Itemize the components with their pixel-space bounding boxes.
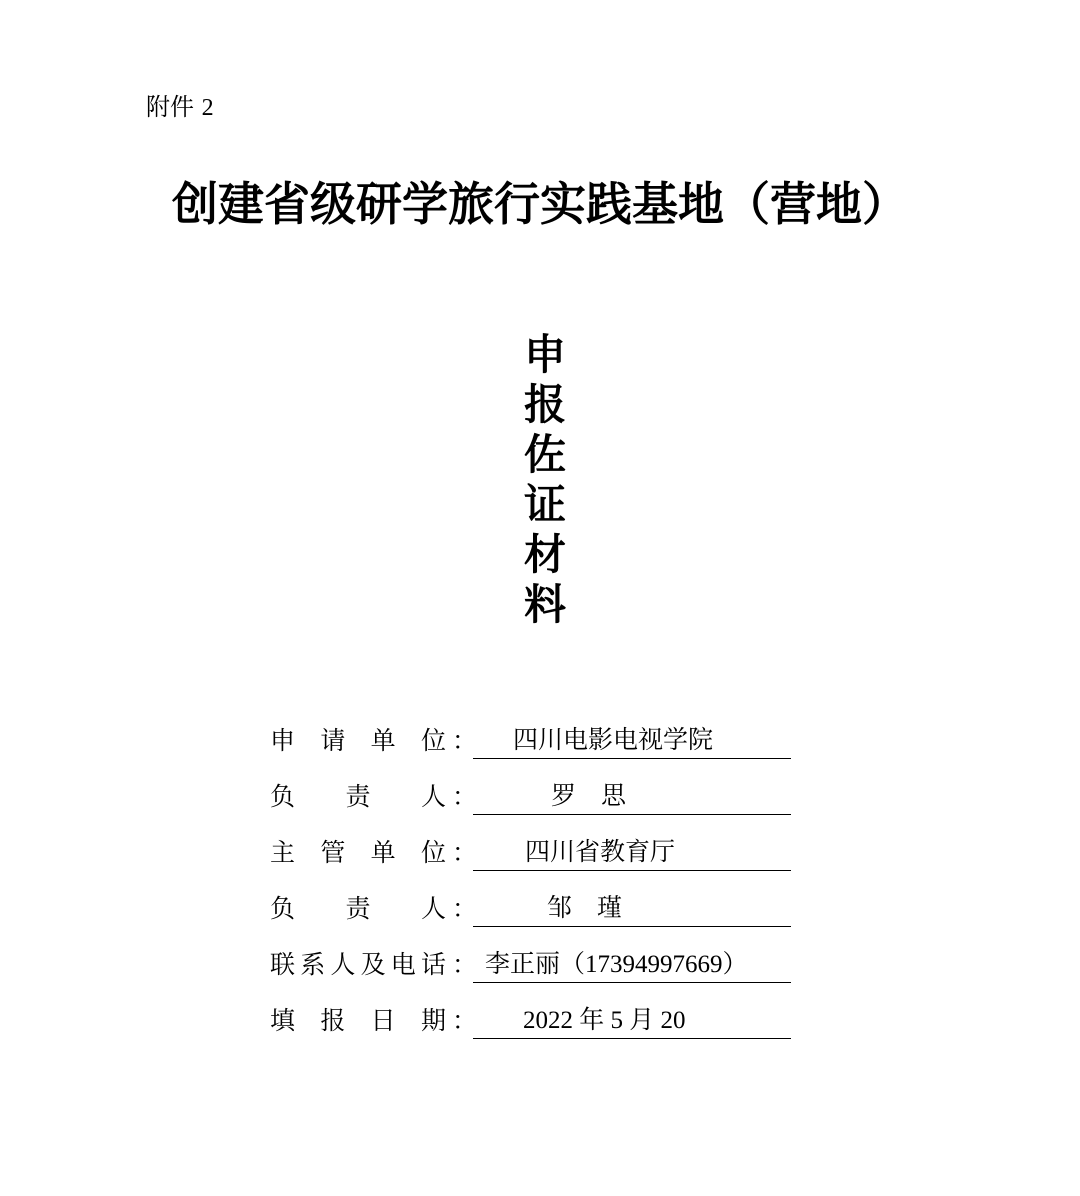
supervisor-leader-label [270, 886, 446, 932]
label-char: 及 [360, 950, 386, 979]
supervising-unit-label [270, 830, 446, 876]
contact-person-phone-underline [473, 942, 791, 983]
supervising-unit-row [270, 830, 810, 886]
label-char: 期 [420, 1006, 446, 1035]
attachment-label [146, 90, 214, 125]
label-colon: ： [452, 838, 478, 867]
vertical-subtitle [500, 330, 590, 630]
label-char: 负 [270, 782, 296, 811]
applicant-unit-row [270, 718, 810, 774]
label-char: 位 [420, 726, 446, 755]
label-char: 电 [390, 950, 416, 979]
label-char: 人 [330, 950, 356, 979]
contact-person-phone-value: 李正丽（17394997669） [485, 951, 748, 978]
attachment-number: 2 [201, 95, 214, 121]
vertical-subtitle-char: 报 [523, 380, 566, 429]
fill-date-row [270, 998, 810, 1054]
vertical-subtitle-char: 材 [523, 530, 566, 579]
label-char: 联 [270, 950, 296, 979]
label-char: 报 [320, 1006, 346, 1035]
label-colon: ： [452, 782, 478, 811]
label-char: 单 [370, 838, 396, 867]
fill-date-value: 2022 年 5 月 20 [523, 1007, 686, 1034]
applicant-unit-label [270, 718, 446, 764]
label-char: 人 [420, 894, 446, 923]
label-char: 填 [270, 1006, 296, 1035]
fill-date-underline [473, 998, 791, 1039]
label-colon: ： [452, 950, 478, 979]
label-char: 日 [370, 1006, 396, 1035]
vertical-subtitle-char: 证 [523, 480, 566, 529]
document-title: 创建省级研学旅行实践基地（营地） [172, 177, 908, 231]
contact-person-phone-label [270, 942, 446, 988]
label-char: 主 [270, 838, 296, 867]
unit-leader-value: 罗 思 [551, 783, 627, 810]
contact-person-phone-row [270, 942, 810, 998]
application-info-form [270, 718, 810, 1054]
label-char: 申 [270, 726, 296, 755]
label-char: 位 [420, 838, 446, 867]
label-char: 话 [420, 950, 446, 979]
label-char: 请 [320, 726, 346, 755]
label-char: 负 [270, 894, 296, 923]
label-char: 管 [320, 838, 346, 867]
supervising-unit-value: 四川省教育厅 [525, 839, 676, 866]
label-char: 责 [345, 894, 371, 923]
label-colon: ： [452, 726, 478, 755]
label-colon: ： [452, 1006, 478, 1035]
label-char: 单 [370, 726, 396, 755]
label-colon: ： [452, 894, 478, 923]
fill-date-label [270, 998, 446, 1044]
label-char: 责 [345, 782, 371, 811]
attachment-text: 附件 [146, 93, 194, 121]
vertical-subtitle-char: 佐 [523, 430, 566, 479]
supervisor-leader-underline [473, 886, 791, 927]
unit-leader-underline [473, 774, 791, 815]
supervisor-leader-value: 邹 瑾 [547, 895, 623, 922]
supervisor-leader-row [270, 886, 810, 942]
label-char: 人 [420, 782, 446, 811]
unit-leader-row [270, 774, 810, 830]
applicant-unit-underline [473, 718, 791, 759]
vertical-subtitle-char: 申 [523, 330, 566, 379]
vertical-subtitle-char: 料 [523, 580, 566, 629]
unit-leader-label [270, 774, 446, 820]
supervising-unit-underline [473, 830, 791, 871]
label-char: 系 [300, 950, 326, 979]
applicant-unit-value: 四川电影电视学院 [513, 727, 714, 754]
